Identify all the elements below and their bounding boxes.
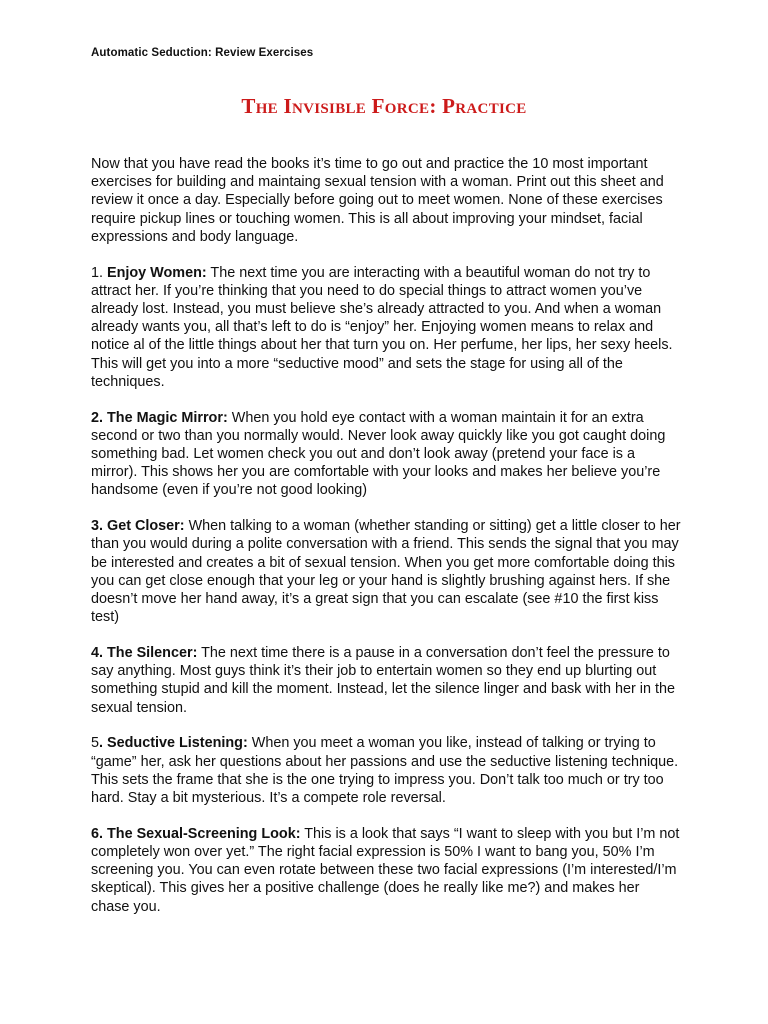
exercise-label: 6. The Sexual-Screening Look: [91, 825, 301, 842]
exercise-label: 3. Get Closer: [91, 518, 185, 535]
intro-paragraph: Now that you have read the books it’s time to go out and practice the 10 most important exercises for building and maintaing sexual tension with a woman. Print out this sheet and review it once a day. Especially before going out to meet women. None of these exercises require pickup lines or touching women. This is all about improving your mindset, facial expressions and body language. [91, 156, 664, 245]
exercise-label: 4. The Silencer: [91, 645, 198, 662]
exercise-text: The next time there is a pause in a conversation don’t feel the pressure to say anything. Most guys think it’s their job to entertain women so they end up blurting out something stupid and kill the moment. Instead, let the silence linger and bask with her in the sexual tension. [91, 645, 675, 716]
exercise-paragraph [91, 644, 681, 717]
document-body [91, 155, 681, 933]
exercise-label: Enjoy Women: [107, 264, 207, 281]
exercise-paragraph [91, 409, 681, 500]
exercise-number: 1. [91, 264, 107, 281]
exercise-paragraph [91, 517, 681, 626]
running-header: Automatic Seduction: Review Exercises [91, 47, 314, 59]
exercise-paragraph [91, 264, 681, 391]
exercise-paragraph [91, 734, 681, 807]
exercise-number: 5 [91, 735, 100, 752]
exercise-label: . Seductive Listening: [99, 735, 248, 752]
exercise-text: When talking to a woman (whether standing or sitting) get a little closer to her than you would during a polite conversation with a friend. This sends the signal that you may be interested and creates a bit of sexual tension. When you get more comfortable doing this you can get close enough that your leg or your hand is slightly brushing against hers. If she doesn’t move her hand away, it’s a great sign that you can escalate (see #10 the first kiss test) [91, 518, 681, 626]
exercise-text: When you hold eye contact with a woman maintain it for an extra second or two than you normally would. Never look away quickly like you got caught doing something bad. Let women check you out and don’t look away (pretend your face is a mirror). This shows her you are comfortable with your looks and makes her believe you’re handsome (even if you’re not good looking) [91, 409, 666, 499]
exercise-label: 2. The Magic Mirror: [91, 409, 228, 426]
exercise-text: The next time you are interacting with a beautiful woman do not try to attract her. If you’re thinking that you need to do special things to attract women you’ve already lost. Instead, you must believe she’s already attracted to you. And when a woman already wants you, all that’s left to do is “enjoy” her. Enjoying women means to relax and notice al of the little things about her that turn you on. Her perfume, her lips, her sexy heels. This will get you into a more “seductive mood” and sets the stage for using all of the techniques. [91, 264, 673, 390]
exercise-text: When you meet a woman you like, instead of talking or trying to “game” her, ask her questions about her passions and use the seductive listening technique. This sets the frame that she is the one trying to impress you. Don’t talk too much or try too hard. Stay a bit mysterious. It’s a compete role reversal. [91, 735, 679, 807]
exercise-text: This is a look that says “I want to sleep with you but I’m not completely won over yet.” The right facial expression is 50% I want to bang you, 50% I’m screening you. You can even rotate between these two facial expressions (I’m interested/I’m skeptical). This gives her a positive challenge (does he really like me?) and makes her chase you. [91, 825, 680, 915]
page-title: The Invisible Force: Practice [241, 94, 527, 118]
exercise-paragraph [91, 825, 681, 916]
